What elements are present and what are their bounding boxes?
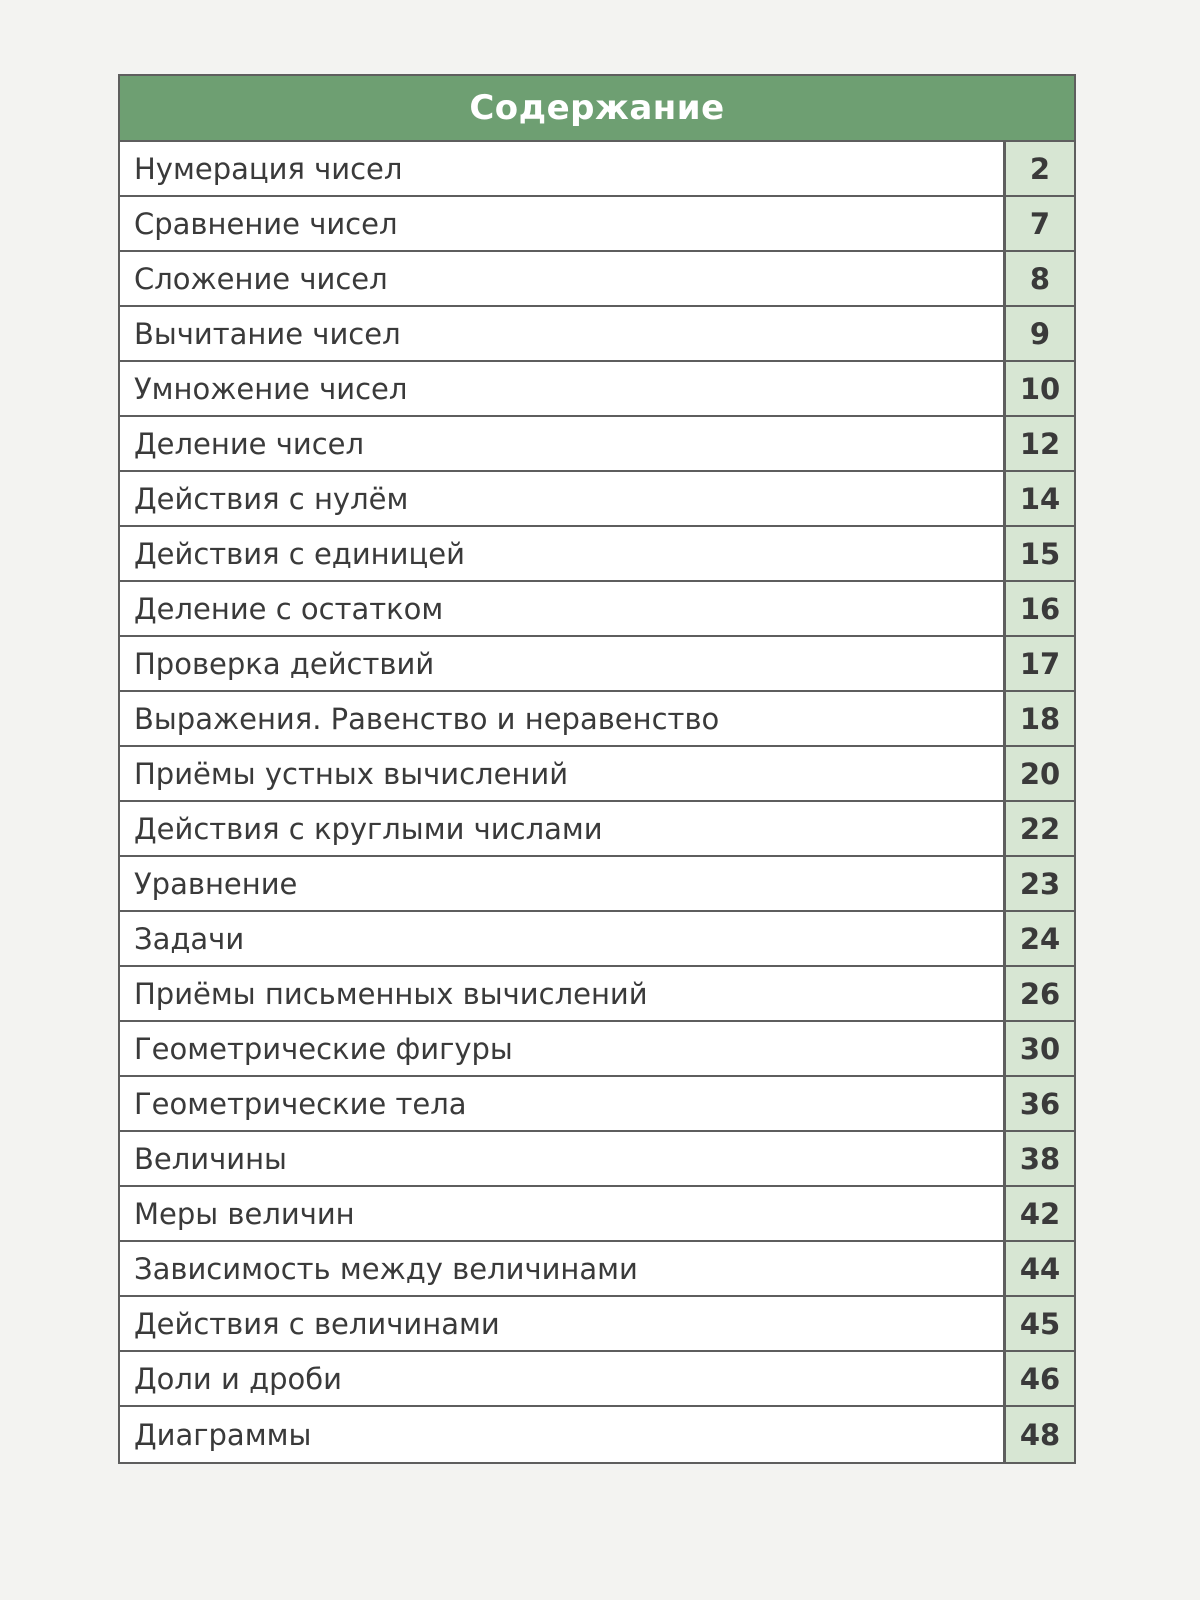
toc-row (120, 527, 1074, 582)
toc-item-page: 9 (1006, 307, 1074, 360)
toc-item-title: Зависимость между величинами (120, 1242, 1006, 1295)
toc-item-title: Уравнение (120, 857, 1006, 910)
toc-item-page: 38 (1006, 1132, 1074, 1185)
toc-item-page: 20 (1006, 747, 1074, 800)
toc-item-title: Сложение чисел (120, 252, 1006, 305)
toc-item-page: 26 (1006, 967, 1074, 1020)
toc-item-page: 2 (1006, 142, 1074, 195)
toc-item-title: Проверка действий (120, 637, 1006, 690)
toc-row (120, 1297, 1074, 1352)
toc-rows (120, 142, 1074, 1462)
toc-item-page: 8 (1006, 252, 1074, 305)
toc-item-page: 12 (1006, 417, 1074, 470)
toc-item-title: Деление с остатком (120, 582, 1006, 635)
toc-row (120, 142, 1074, 197)
toc-item-title: Приёмы письменных вычислений (120, 967, 1006, 1020)
toc-item-page: 24 (1006, 912, 1074, 965)
toc-row (120, 1132, 1074, 1187)
toc-item-page: 18 (1006, 692, 1074, 745)
toc-row (120, 637, 1074, 692)
toc-row (120, 967, 1074, 1022)
toc-item-page: 16 (1006, 582, 1074, 635)
toc-item-page: 30 (1006, 1022, 1074, 1075)
toc-row (120, 197, 1074, 252)
toc-row (120, 747, 1074, 802)
toc-item-title: Сравнение чисел (120, 197, 1006, 250)
toc-item-page: 48 (1006, 1407, 1074, 1462)
toc-item-title: Геометрические тела (120, 1077, 1006, 1130)
toc-row (120, 857, 1074, 912)
toc-item-title: Приёмы устных вычислений (120, 747, 1006, 800)
toc-header: Содержание (120, 76, 1074, 142)
toc-item-title: Меры величин (120, 1187, 1006, 1240)
toc-item-page: 23 (1006, 857, 1074, 910)
toc-item-title: Задачи (120, 912, 1006, 965)
toc-row (120, 1242, 1074, 1297)
toc-item-page: 15 (1006, 527, 1074, 580)
table-of-contents (118, 74, 1076, 1464)
toc-row (120, 1077, 1074, 1132)
toc-item-page: 14 (1006, 472, 1074, 525)
toc-item-title: Действия с круглыми числами (120, 802, 1006, 855)
toc-item-title: Нумерация чисел (120, 142, 1006, 195)
toc-row (120, 1352, 1074, 1407)
toc-row (120, 692, 1074, 747)
toc-item-page: 17 (1006, 637, 1074, 690)
toc-item-title: Деление чисел (120, 417, 1006, 470)
toc-row (120, 1407, 1074, 1462)
toc-item-page: 7 (1006, 197, 1074, 250)
toc-row (120, 802, 1074, 857)
toc-item-page: 44 (1006, 1242, 1074, 1295)
toc-item-title: Умножение чисел (120, 362, 1006, 415)
toc-item-title: Диаграммы (120, 1407, 1006, 1462)
toc-item-page: 45 (1006, 1297, 1074, 1350)
toc-item-title: Вычитание чисел (120, 307, 1006, 360)
toc-item-page: 36 (1006, 1077, 1074, 1130)
toc-row (120, 1187, 1074, 1242)
toc-item-title: Величины (120, 1132, 1006, 1185)
toc-item-title: Действия с нулём (120, 472, 1006, 525)
toc-item-page: 22 (1006, 802, 1074, 855)
toc-item-title: Действия с единицей (120, 527, 1006, 580)
toc-item-title: Выражения. Равенство и неравенство (120, 692, 1006, 745)
toc-row (120, 252, 1074, 307)
toc-row (120, 362, 1074, 417)
toc-item-title: Действия с величинами (120, 1297, 1006, 1350)
toc-row (120, 1022, 1074, 1077)
toc-item-title: Доли и дроби (120, 1352, 1006, 1405)
toc-item-page: 42 (1006, 1187, 1074, 1240)
toc-item-page: 10 (1006, 362, 1074, 415)
toc-row (120, 307, 1074, 362)
toc-row (120, 472, 1074, 527)
toc-row (120, 582, 1074, 637)
toc-row (120, 417, 1074, 472)
toc-item-title: Геометрические фигуры (120, 1022, 1006, 1075)
toc-row (120, 912, 1074, 967)
toc-item-page: 46 (1006, 1352, 1074, 1405)
